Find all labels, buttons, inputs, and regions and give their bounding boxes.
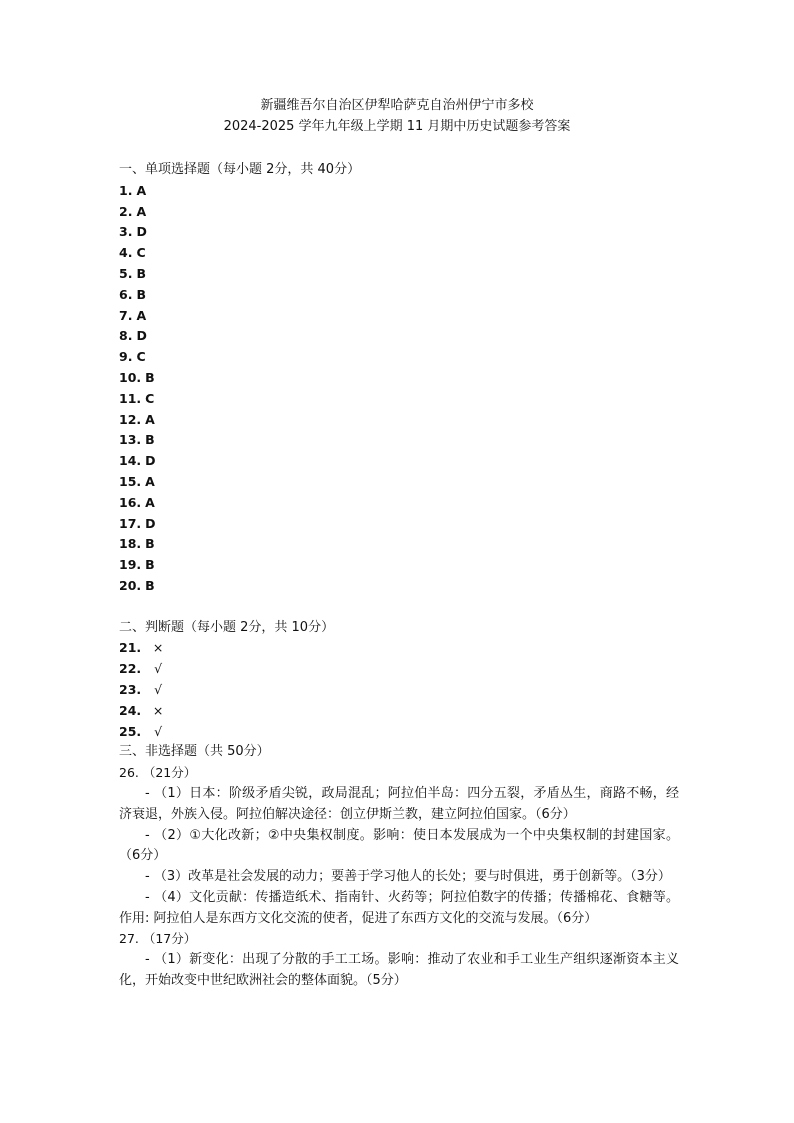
item-answer: A: [145, 411, 155, 427]
item-number: 25.: [119, 723, 142, 739]
list-item: [119, 680, 679, 701]
question-26-part-2: - （2）①大化改新；②中央集权制度。影响：使日本发展成为一个中央集权制的封建国家。（6分）: [119, 827, 679, 864]
item-number: 19.: [119, 557, 142, 573]
list-item: [119, 472, 679, 493]
item-answer: D: [136, 328, 147, 344]
item-answer: B: [136, 265, 146, 281]
list-item: [119, 285, 679, 306]
list-item: [119, 389, 679, 410]
item-number: 17.: [119, 515, 142, 531]
page-title-line1: 新疆维吾尔自治区伊犁哈萨克自治州伊宁市多校: [260, 98, 534, 113]
item-answer: B: [136, 286, 146, 302]
item-number: 14.: [119, 453, 142, 469]
list-item: [119, 181, 679, 202]
item-mark: √: [154, 723, 163, 739]
item-number: 2.: [119, 203, 133, 219]
list-item: [119, 368, 679, 389]
true-false-list: [119, 638, 679, 742]
item-answer: C: [145, 390, 155, 406]
list-item: [119, 493, 679, 514]
item-number: 5.: [119, 265, 133, 281]
item-number: 23.: [119, 681, 142, 697]
question-26-part-1: - （1）日本：阶级矛盾尖锐，政局混乱；阿拉伯半岛：四分五裂，矛盾丛生，商路不畅，经济衰退，外族入侵。阿拉伯解决途径：创立伊斯兰教，建立阿拉伯国家。（6分）: [119, 785, 679, 822]
list-item: [119, 347, 679, 368]
question-26-part-4: - （4）文化贡献：传播造纸术、指南针、火药等；阿拉伯数字的传播；传播棉花、食糖等。作用: 阿拉伯人是东西方文化交流的使者，促进了东西方文化的交流与发展。（6分）: [119, 889, 679, 926]
item-number: 18.: [119, 536, 142, 552]
item-mark: √: [154, 661, 163, 677]
item-number: 8.: [119, 328, 133, 344]
section1-heading: 一、单项选择题（每小题 2分，共 40分）: [119, 162, 361, 177]
list-item: [119, 243, 679, 264]
item-answer: A: [145, 473, 155, 489]
list-item: [119, 534, 679, 555]
item-answer: A: [136, 203, 147, 219]
item-mark: √: [154, 681, 163, 697]
section-spacer: [119, 597, 679, 618]
section3-heading: 三、非选择题（共 50分）: [119, 744, 270, 760]
list-item: [119, 222, 679, 243]
item-answer: D: [145, 453, 156, 469]
list-item: [119, 202, 679, 223]
item-number: 15.: [119, 473, 142, 489]
item-answer: A: [136, 182, 147, 198]
item-number: 6.: [119, 286, 133, 302]
item-answer: A: [145, 494, 155, 510]
item-number: 12.: [119, 411, 142, 427]
item-number: 11.: [119, 390, 142, 406]
list-item: [119, 430, 679, 451]
item-number: 7.: [119, 307, 133, 323]
question-27-part-1: - （1）新变化：出现了分散的手工工场。影响：推动了农业和手工业生产组织逐渐资本主义化，开始改变中世纪欧洲社会的整体面貌。（5分）: [119, 952, 679, 989]
list-item: [119, 638, 679, 659]
item-number: 3.: [119, 224, 133, 240]
item-answer: B: [145, 536, 155, 552]
section2-heading: 二、判断题（每小题 2分，共 10分）: [119, 619, 335, 635]
list-item: [119, 451, 679, 472]
list-item: [119, 555, 679, 576]
item-number: 22.: [119, 661, 142, 677]
answer-content: [119, 160, 679, 992]
item-number: 24.: [119, 702, 142, 718]
item-answer: B: [145, 557, 155, 573]
item-number: 21.: [119, 640, 142, 656]
question-26-label: 26. （21分）: [119, 765, 197, 781]
item-answer: B: [145, 577, 155, 593]
item-number: 16.: [119, 494, 142, 510]
list-item: [119, 701, 679, 722]
list-item: [119, 514, 679, 535]
item-number: 9.: [119, 349, 133, 365]
item-answer: B: [145, 432, 155, 448]
list-item: [119, 659, 679, 680]
list-item: [119, 410, 679, 431]
item-answer: B: [145, 369, 155, 385]
list-item: [119, 576, 679, 597]
multiple-choice-list: [119, 181, 679, 597]
item-answer: C: [136, 245, 146, 261]
item-number: 4.: [119, 245, 133, 261]
page-title-line2: 2024-2025 学年九年级上学期 11 月期中历史试题参考答案: [223, 119, 571, 134]
item-mark: ×: [152, 702, 164, 718]
item-number: 20.: [119, 577, 142, 593]
list-item: [119, 326, 679, 347]
item-answer: D: [145, 515, 156, 531]
item-answer: D: [136, 224, 147, 240]
item-answer: A: [136, 307, 147, 323]
list-item: [119, 264, 679, 285]
item-number: 1.: [119, 182, 133, 198]
list-item: [119, 722, 679, 743]
list-item: [119, 306, 679, 327]
item-number: 13.: [119, 432, 142, 448]
question-26-part-3: - （3）改革是社会发展的动力；要善于学习他人的长处；要与时俱进，勇于创新等。（3分）: [145, 869, 671, 885]
item-answer: C: [136, 349, 146, 365]
question-27-label: 27. （17分）: [119, 931, 197, 947]
item-number: 10.: [119, 369, 142, 385]
item-mark: ×: [152, 640, 164, 656]
